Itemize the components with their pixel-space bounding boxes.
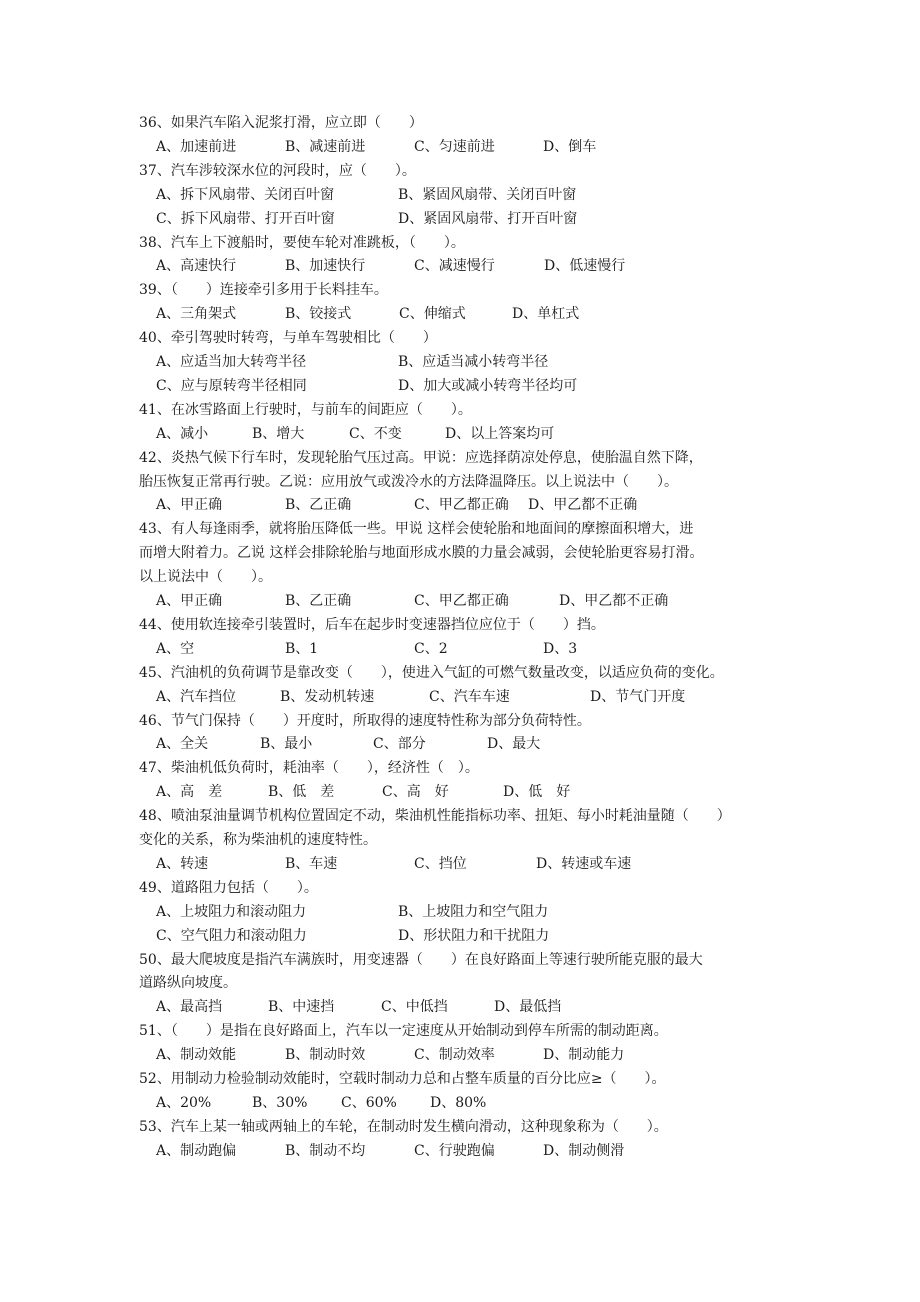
question-line: 37、汽车涉较深水位的河段时，应（ ）。 xyxy=(139,163,416,179)
option-c: C、行驶跑偏 xyxy=(414,1143,495,1159)
option-b: D、紧固风扇带、打开百叶窗 xyxy=(398,211,578,227)
option-d: D、低速慢行 xyxy=(544,258,626,274)
question-line: 48、喷油泵油量调节机构位置固定不动，柴油机性能指标功率、扭矩、每小时耗油量随（ ） xyxy=(139,808,731,824)
option-a: A、甲正确 xyxy=(156,593,223,609)
option-b: B、乙正确 xyxy=(285,593,352,609)
option-a: A、高速快行 xyxy=(156,258,237,274)
option-d: D、以上答案均可 xyxy=(445,426,555,442)
option-b: B、减速前进 xyxy=(285,139,366,155)
option-a: A、最高挡 xyxy=(156,999,223,1015)
option-b: B、制动时效 xyxy=(285,1047,366,1063)
question-line: 41、在冰雪路面上行驶时，与前车的间距应（ ）。 xyxy=(139,402,472,418)
option-b: B、中速挡 xyxy=(268,999,335,1015)
option-b: B、上坡阻力和空气阻力 xyxy=(398,904,549,920)
option-c: C、制动效率 xyxy=(414,1047,495,1063)
option-d: D、甲乙都不正确 xyxy=(559,593,669,609)
option-d: D、最大 xyxy=(487,736,541,752)
option-b: B、1 xyxy=(285,641,319,657)
option-d: D、最低挡 xyxy=(494,999,562,1015)
option-a: A、制动跑偏 xyxy=(156,1143,237,1159)
option-d: D、甲乙都不正确 xyxy=(528,497,638,513)
question-line: 胎压恢复正常再行驶。乙说：应用放气或泼冷水的方法降温降压。以上说法中（ ）。 xyxy=(139,474,678,490)
option-b: B、发动机转速 xyxy=(280,689,375,705)
option-d: D、3 xyxy=(543,641,578,657)
option-b: B、低 差 xyxy=(268,784,335,800)
option-a: A、全关 xyxy=(156,736,209,752)
option-c: C、中低挡 xyxy=(381,999,448,1015)
option-b: D、加大或减小转弯半径均可 xyxy=(398,378,578,394)
option-c: C、汽车车速 xyxy=(429,689,510,705)
option-a: A、20% xyxy=(156,1095,212,1111)
option-a: A、应适当加大转弯半径 xyxy=(156,354,307,370)
option-c: C、挡位 xyxy=(414,856,467,872)
option-c: C、高 好 xyxy=(382,784,449,800)
option-b: B、制动不均 xyxy=(285,1143,366,1159)
question-line: 47、柴油机低负荷时，耗油率（ ），经济性（ ）。 xyxy=(139,760,479,776)
option-c: C、部分 xyxy=(373,736,426,752)
question-line: 51、（ ）是指在良好路面上，汽车以一定速度从开始制动到停车所需的制动距离。 xyxy=(139,1023,668,1039)
question-line: 39、（ ）连接牵引多用于长料挂车。 xyxy=(139,282,388,298)
question-line: 52、用制动力检验制动效能时，空载时制动力总和占整车质量的百分比应≥（ ）。 xyxy=(139,1071,666,1087)
option-d: D、转速或车速 xyxy=(536,856,632,872)
option-a: A、上坡阻力和滚动阻力 xyxy=(156,904,307,920)
option-b: B、30% xyxy=(252,1095,308,1111)
question-line: 38、汽车上下渡船时，要使车轮对准跳板，（ ）。 xyxy=(139,235,465,251)
option-d: D、制动能力 xyxy=(543,1047,625,1063)
option-a: A、转速 xyxy=(156,856,209,872)
option-b: D、形状阻力和干扰阻力 xyxy=(398,928,550,944)
question-line: 53、汽车上某一轴或两轴上的车轮，在制动时发生横向滑动，这种现象称为（ ）。 xyxy=(139,1119,668,1135)
option-a: C、空气阻力和滚动阻力 xyxy=(156,928,307,944)
question-line: 40、牵引驾驶时转弯，与单车驾驶相比（ ） xyxy=(139,330,437,346)
question-line: 46、节气门保持（ ）开度时，所取得的速度特性称为部分负荷特性。 xyxy=(139,713,591,729)
option-a: A、减小 xyxy=(156,426,209,442)
option-b: B、加速快行 xyxy=(285,258,366,274)
question-line: 变化的关系，称为柴油机的速度特性。 xyxy=(139,832,377,848)
option-a: A、拆下风扇带、关闭百叶窗 xyxy=(156,187,335,203)
option-c: C、甲乙都正确 xyxy=(414,593,509,609)
question-line: 42、炎热气候下行车时，发现轮胎气压过高。甲说：应选择荫凉处停息，使胎温自然下降， xyxy=(139,450,703,466)
question-line: 44、使用软连接牵引装置时，后车在起步时变速器挡位应位于（ ）挡。 xyxy=(139,617,605,633)
option-c: C、不变 xyxy=(349,426,402,442)
option-c: C、2 xyxy=(414,641,448,657)
option-a: C、应与原转弯半径相同 xyxy=(156,378,307,394)
question-line: 43、有人每逢雨季，就将胎压降低一些。甲说 这样会使轮胎和地面间的摩擦面积增大，进 xyxy=(139,521,694,537)
option-a: C、拆下风扇带、打开百叶窗 xyxy=(156,211,335,227)
option-a: A、三角架式 xyxy=(156,306,237,322)
option-a: A、制动效能 xyxy=(156,1047,237,1063)
option-d: D、制动侧滑 xyxy=(543,1143,625,1159)
option-d: D、节气门开度 xyxy=(590,689,686,705)
option-b: B、应适当减小转弯半径 xyxy=(398,354,549,370)
question-line: 36、如果汽车陷入泥浆打滑，应立即（ ） xyxy=(139,115,423,131)
option-c: C、减速慢行 xyxy=(414,258,495,274)
option-b: B、增大 xyxy=(252,426,305,442)
question-line: 而增大附着力。乙说 这样会排除轮胎与地面形成水膜的力量会减弱，会使轮胎更容易打滑。 xyxy=(139,545,704,561)
option-d: D、低 好 xyxy=(503,784,571,800)
option-a: A、甲正确 xyxy=(156,497,223,513)
option-d: D、倒车 xyxy=(543,139,597,155)
option-c: C、甲乙都正确 xyxy=(414,497,509,513)
question-line: 50、最大爬坡度是指汽车满族时，用变速器（ ）在良好路面上等速行驶所能克服的最大 xyxy=(139,952,703,968)
option-b: B、乙正确 xyxy=(285,497,352,513)
option-b: B、紧固风扇带、关闭百叶窗 xyxy=(398,187,577,203)
option-d: D、80% xyxy=(430,1095,487,1111)
option-a: A、空 xyxy=(156,641,195,657)
option-b: B、最小 xyxy=(260,736,313,752)
question-line: 道路纵向坡度。 xyxy=(139,975,237,991)
question-line: 45、汽油机的负荷调节是靠改变（ ），使进入气缸的可燃气数量改变，以适应负荷的变化。 xyxy=(139,665,724,681)
option-c: C、伸缩式 xyxy=(399,306,466,322)
option-c: C、60% xyxy=(341,1095,397,1111)
option-a: A、汽车挡位 xyxy=(156,689,237,705)
option-c: C、匀速前进 xyxy=(414,139,495,155)
question-line: 以上说法中（ ）。 xyxy=(139,569,272,585)
option-b: B、铰接式 xyxy=(285,306,352,322)
question-line: 49、道路阻力包括（ ）。 xyxy=(139,880,318,896)
option-d: D、单杠式 xyxy=(512,306,580,322)
option-b: B、车速 xyxy=(285,856,338,872)
option-a: A、高 差 xyxy=(156,784,223,800)
option-a: A、加速前进 xyxy=(156,139,237,155)
